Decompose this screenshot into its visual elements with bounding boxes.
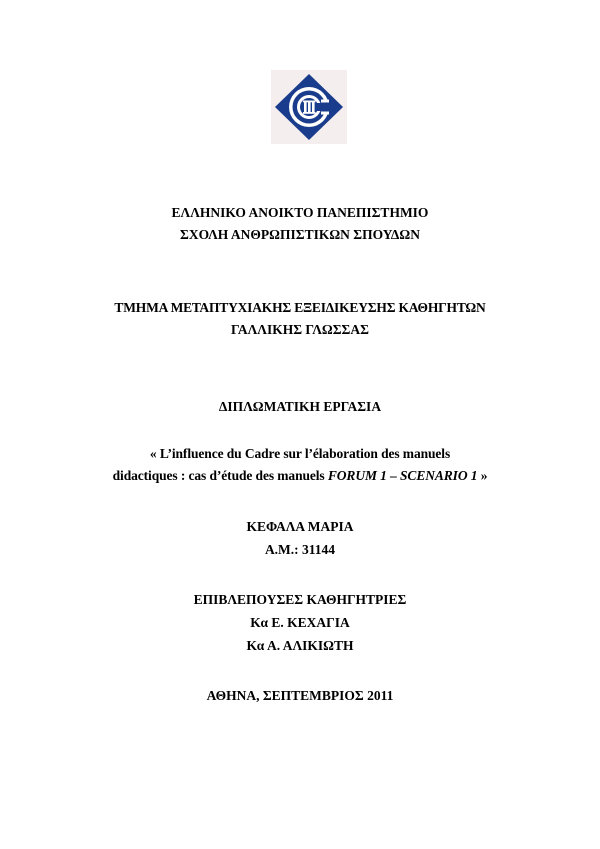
thesis-title-prefix: didactiques : cas d’étude des manuels bbox=[112, 468, 328, 483]
document-type: ΔΙΠΛΩΜΑΤΙΚΗ ΕΡΓΑΣΙΑ bbox=[218, 399, 382, 414]
student-id: Α.Μ.: 31144 bbox=[264, 542, 336, 557]
school-name: ΣΧΟΛΗ ΑΝΘΡΩΠΙΣΤΙΚΩΝ ΣΠΟΥΔΩΝ bbox=[180, 227, 420, 242]
department-name-line1: ΤΜΗΜΑ ΜΕΤΑΠΤΥΧΙΑΚΗΣ ΕΞΕΙΔΙΚΕΥΣΗΣ ΚΑΘΗΓΗΤΩΝ bbox=[114, 300, 486, 315]
thesis-title-suffix: » bbox=[477, 468, 488, 483]
thesis-title-line1: « L’influence du Cadre sur l’élaboration des manuels bbox=[149, 446, 451, 461]
author-name: ΚΕΦΑΛΑ ΜΑΡΙΑ bbox=[246, 519, 354, 534]
thesis-title-line2 bbox=[0, 468, 600, 484]
university-logo-icon bbox=[271, 70, 347, 144]
place-and-date: ΑΘΗΝΑ, ΣΕΠΤΕΜΒΡΙΟΣ 2011 bbox=[206, 688, 394, 703]
thesis-title-italic: FORUM 1 – SCENARIO 1 bbox=[327, 468, 478, 483]
supervisors-heading: ΕΠΙΒΛΕΠΟΥΣΕΣ ΚΑΘΗΓΗΤΡΙΕΣ bbox=[193, 592, 407, 607]
supervisor-name: Κα Α. ΑΛΙΚΙΩΤΗ bbox=[246, 638, 354, 653]
university-name: ΕΛΛΗΝΙΚΟ ΑΝΟΙΚΤΟ ΠΑΝΕΠΙΣΤΗΜΙΟ bbox=[171, 205, 429, 220]
department-name-line2: ΓΑΛΛΙΚΗΣ ΓΛΩΣΣΑΣ bbox=[231, 322, 369, 337]
supervisor-name: Κα Ε. ΚΕΧΑΓΙΑ bbox=[250, 615, 350, 630]
